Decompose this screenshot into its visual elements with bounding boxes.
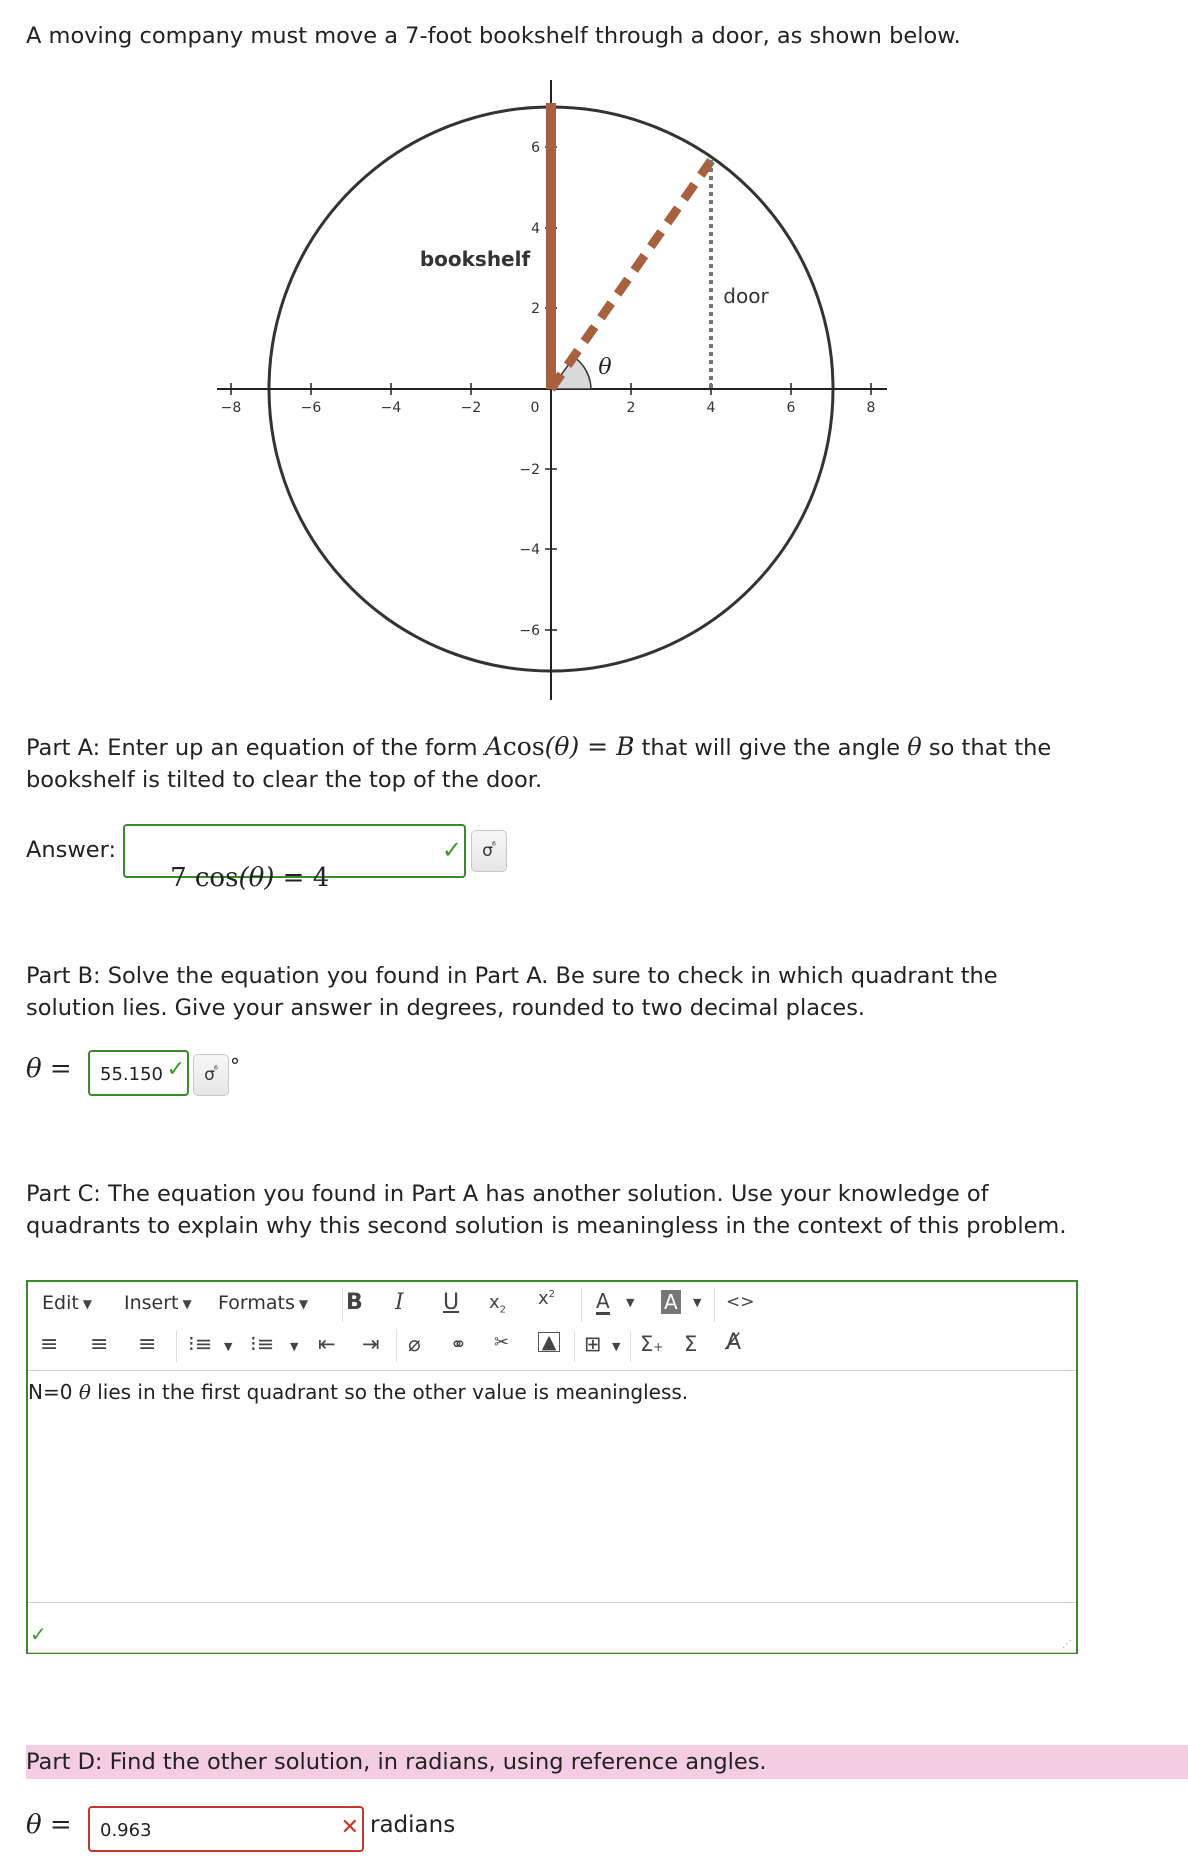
x-tick-label: 0 [530,400,540,416]
part-c-prompt: Part C: The equation you found in Part A has another solution. Use your knowledge of quadrants to explain why this second solution is meaningless in the context of this problem. [26,1181,1067,1239]
y-tick-label: −2 [519,462,540,478]
x-tick-label: −8 [220,400,242,416]
sigma-icon[interactable]: Σ [684,1332,698,1356]
insert-menu[interactable]: Insert ▼ [124,1292,192,1314]
incorrect-cross-icon: ✕ [340,1815,359,1840]
correct-check-icon: ✓ [30,1622,47,1646]
part-a-answer-field[interactable] [123,824,466,893]
bookshelf-tilted [551,155,715,389]
align-center-icon[interactable]: ≡ [90,1332,109,1357]
x-tick-label: 8 [866,400,876,416]
numbered-list-icon[interactable]: ⁝≡ [250,1332,275,1356]
part-a-prompt: Part A: Enter up an equation of the form Acos(θ) = B that will give the angle θ so that the bookshelf is tilted to clear the top of the door. [26,732,1052,793]
part-a-answer-label: Answer: [26,837,117,863]
part-b-answer-field[interactable] [88,1050,189,1096]
equation-editor-button[interactable]: σ ⁶ [471,830,507,872]
x-tick-label: −6 [300,400,322,416]
bookshelf-upright [546,103,556,389]
y-tick-label: −6 [519,623,540,639]
correct-check-icon: ✓ [166,1057,185,1082]
source-code-icon[interactable]: <> [726,1292,755,1312]
equation-insert-icon[interactable]: Σ+ [640,1332,664,1356]
x-tick-label: −4 [380,400,402,416]
highlight-color-icon[interactable]: A [661,1290,681,1314]
table-icon[interactable]: ⊞ [584,1332,602,1356]
door-label: door [723,284,769,308]
intro-text: A moving company must move a 7-foot bookshelf through a door, as shown below. [26,23,961,49]
subscript-icon[interactable]: $x_2$ [489,1292,507,1316]
x-tick-label: 2 [626,400,636,416]
y-tick-label: 2 [531,301,540,317]
x-tick-label: 4 [706,400,716,416]
part-d-theta-label: θ = [26,1810,72,1840]
correct-check-icon: ✓ [441,836,462,864]
editor-toolbar [28,1282,1076,1371]
editor-content-text: N=0 θ lies in the first quadrant so the other value is meaningless. [28,1380,689,1404]
degree-unit: ° [230,1054,240,1078]
align-left-icon[interactable]: ≡ [40,1332,59,1357]
spellcheck-icon[interactable]: A̸ [726,1330,742,1355]
y-tick-label: −4 [519,542,540,558]
part-d-prompt: Part D: Find the other solution, in radians, using reference angles. [26,1749,767,1775]
edit-menu[interactable]: Edit ▼ [42,1292,93,1314]
x-tick-label: −2 [460,400,482,416]
indent-icon[interactable]: ⇥ [362,1332,380,1356]
chevron-down-icon[interactable]: ▼ [626,1296,635,1309]
part-b-prompt: Part B: Solve the equation you found in Part A. Be sure to check in which quadrant the solution lies. Give your answer in degrees, rounded to two decimal places. [26,963,998,1021]
part-a-answer-value: 7 cos(θ) = 4 [170,863,330,893]
chevron-down-icon[interactable]: ▼ [290,1340,299,1353]
chevron-down-icon[interactable]: ▼ [693,1296,702,1309]
superscript-icon[interactable]: $x^2$ [538,1288,556,1309]
bullet-list-icon[interactable]: ⁝≡ [188,1332,213,1356]
text-color-icon[interactable]: A [596,1289,610,1313]
link-icon[interactable]: ⚭ [450,1332,467,1356]
underline-icon[interactable]: U [443,1290,460,1315]
bookshelf-figure [210,75,910,705]
image-icon[interactable]: ▲ [538,1332,560,1352]
chevron-down-icon[interactable]: ▼ [224,1340,233,1353]
x-tick-label: 6 [786,400,796,416]
y-tick-label: 6 [531,140,540,156]
bookshelf-label: bookshelf [419,247,531,271]
part-d-answer-field[interactable] [88,1806,364,1852]
editor-status-bar [28,1604,1076,1653]
chevron-down-icon[interactable]: ▼ [612,1340,621,1353]
align-right-icon[interactable]: ≡ [138,1332,157,1357]
unlink-icon[interactable]: ✂ [494,1332,510,1353]
resize-handle-icon[interactable]: ⋰ [1062,1639,1072,1650]
part-b-answer-value: 55.150 [100,1064,163,1085]
attachment-icon[interactable]: ⌀ [408,1332,421,1356]
y-tick-label: 4 [531,221,540,237]
bold-icon[interactable]: B [346,1290,363,1315]
part-c-rich-text-editor[interactable] [26,1280,1078,1654]
part-d-answer-value: 0.963 [100,1820,152,1841]
outdent-icon[interactable]: ⇤ [318,1332,336,1356]
italic-icon[interactable]: I [395,1290,404,1315]
theta-label: θ [598,355,612,380]
editor-content-area[interactable] [28,1372,1076,1603]
radians-unit: radians [370,1812,456,1838]
part-b-theta-label: θ = [26,1054,72,1084]
formats-menu[interactable]: Formats ▼ [218,1292,309,1314]
equation-editor-button[interactable]: σ ⁶ [193,1054,229,1096]
